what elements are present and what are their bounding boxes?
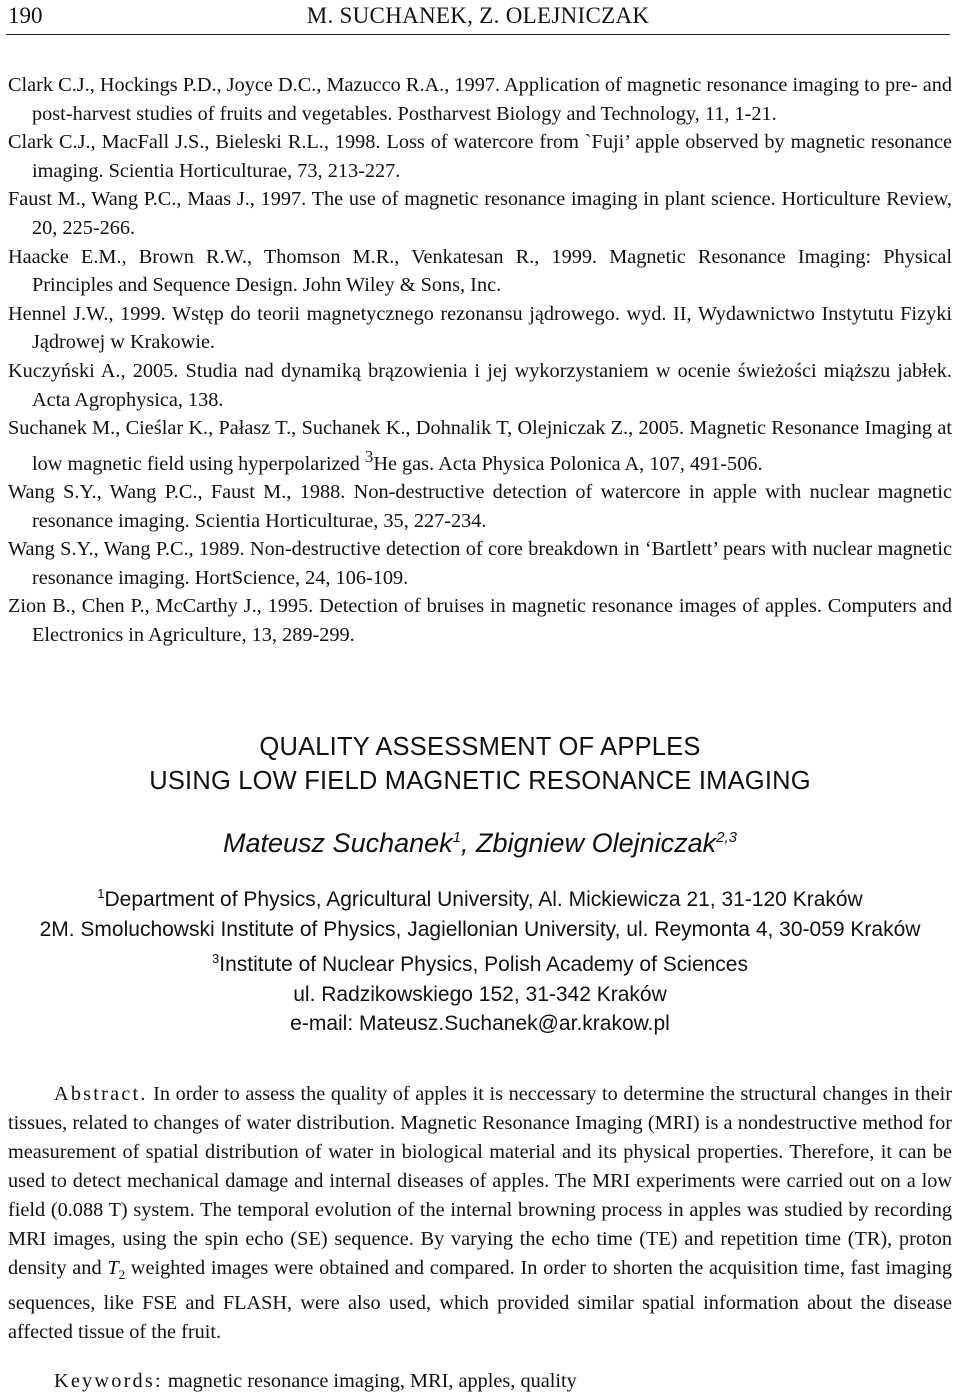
abstract-text: In order to assess the quality of apples it is neccessary to determine the structural changes in their tissues, related to changes of water distribution. Magnetic Resonance Imaging (MRI) is a nondestructive method for measurement of spatial distribution of water in biological material and its physical properties. Therefore, it can be used to detect mechanical damage and internal diseases of apples. The MRI experiments were carried out on a low field (0.088 T) system. The temporal evolution of the internal browning process in apples was studied by recording MRI images, using the spin echo (SE) sequence. By varying the echo time (TE) and repetition time (TR), proton density and [8, 1083, 952, 1279]
reference-item: Faust M., Wang P.C., Maas J., 1997. The use of magnetic resonance imaging in plant science. Horticulture Review, 20, 225-266. [8, 188, 952, 239]
abstract-text: weighted images were obtained and compared. In order to shorten the acquisition time, fast imaging sequences, like FSE and FLASH, were also used, which provided similar spatial information about the disease affected tissue of the fruit. [8, 1257, 953, 1344]
reference-item: Clark C.J., Hockings P.D., Joyce D.C., Mazucco R.A., 1997. Application of magnetic resonance imaging to pre- and post-harvest studies of fruits and vegetables. Postharvest Biology and Technology, 11, 1-21. [8, 74, 952, 125]
author-name: Mateusz Suchanek [223, 828, 453, 858]
reference-text: He gas. Acta Physica Polonica A, 107, 491-506. [373, 452, 763, 475]
reference-item [8, 414, 952, 478]
affiliation-line [0, 915, 960, 945]
page-number: 190 [8, 3, 43, 28]
reference-text: Suchanek M., Cieślar K., Pałasz T., Suchanek K., Dohnalik T, Olejniczak Z., 2005. Magnetic Resonance Imaging at low magnetic field using hyperpolarized [8, 417, 952, 475]
keywords [54, 1368, 952, 1394]
contact-email: e-mail: Mateusz.Suchanek@ar.krakow.pl [290, 1012, 670, 1035]
reference-item: Clark C.J., MacFall J.S., Bieleski R.L., 1998. Loss of watercore from `Fuji’ apple observed by magnetic resonance imaging. Scientia Horticulturae, 73, 213-227. [8, 131, 952, 182]
reference-list [8, 71, 952, 650]
running-authors: M. SUCHANEK, Z. OLEJNICZAK [306, 3, 650, 28]
affiliation-line [0, 879, 960, 915]
affiliation-text: Department of Physics, Agricultural University, Al. Mickiewicza 21, 31-120 Kraków [104, 888, 863, 911]
affiliation-line [0, 944, 960, 980]
reference-item: Wang S.Y., Wang P.C., Faust M., 1988. Non-destructive detection of watercore in apple with nuclear magnetic resonance imaging. Scientia Horticulturae, 35, 227-234. [8, 481, 952, 532]
author-affiliation-mark: 2,3 [716, 829, 737, 846]
keywords-text: magnetic resonance imaging, MRI, apples, quality [162, 1370, 577, 1392]
title-line: QUALITY ASSESSMENT OF APPLES [259, 733, 701, 761]
abstract [8, 1080, 952, 1347]
running-header [6, 0, 950, 35]
affiliation-mark: 2 [39, 917, 52, 941]
affiliation-street: ul. Radzikowskiego 152, 31-342 Kraków [293, 982, 667, 1006]
symbol-subscript: 2 [118, 1267, 126, 1283]
keywords-label: Keywords: [54, 1370, 163, 1392]
affiliation-mark: 1 [97, 886, 105, 901]
symbol-t: T [107, 1257, 119, 1279]
author-affiliation-mark: 1 [452, 829, 461, 846]
author-separator: , [461, 828, 477, 858]
affiliation-mark: 3 [212, 951, 220, 966]
reference-item: Haacke E.M., Brown R.W., Thomson M.R., Venkatesan R., 1999. Magnetic Resonance Imaging: Physical Principles and Sequence Design. John Wiley & Sons, Inc. [8, 245, 952, 297]
article-authors [0, 828, 960, 859]
reference-item: Zion B., Chen P., McCarthy J., 1995. Detection of bruises in magnetic resonance images of apples. Computers and Electronics in Agriculture, 13, 289-299. [8, 595, 952, 647]
reference-item: Wang S.Y., Wang P.C., 1989. Non-destructive detection of core breakdown in ‘Bartlett’ pears with nuclear magnetic resonance imaging. HortScience, 24, 106-109. [8, 538, 952, 589]
article-title [0, 730, 960, 798]
isotope-superscript: 3 [364, 446, 374, 466]
affiliation-text: M. Smoluchowski Institute of Physics, Jagiellonian University, ul. Reymonta 4, 30-059 Kraków [51, 917, 921, 941]
author-name: Zbigniew Olejniczak [476, 828, 717, 858]
reference-item: Hennel J.W., 1999. Wstęp do teorii magnetycznego rezonansu jądrowego. wyd. II, Wydawnictwo Instytutu Fizyki Jądrowej w Krakowie. [8, 302, 952, 354]
affiliation-text: Institute of Nuclear Physics, Polish Academy of Sciences [219, 953, 748, 976]
reference-item: Kuczyński A., 2005. Studia nad dynamiką brązowienia i jej wykorzystaniem w ocenie świeżości miąższu jabłek. Acta Agrophysica, 138. [8, 359, 952, 411]
affiliations [0, 879, 960, 1039]
title-line: USING LOW FIELD MAGNETIC RESONANCE IMAGING [149, 767, 811, 795]
abstract-label: Abstract. [54, 1083, 148, 1105]
